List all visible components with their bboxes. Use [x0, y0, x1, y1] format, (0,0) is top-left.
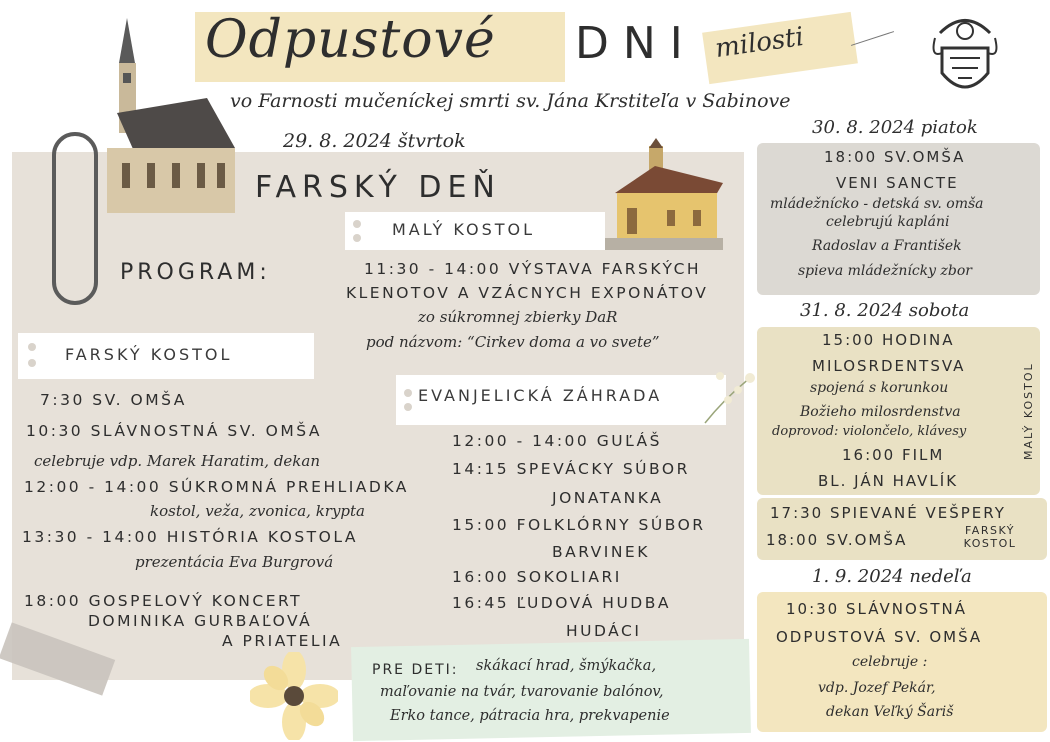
title-milosti: milosti [713, 21, 806, 65]
day3-item: doprovod: violončelo, klávesy [772, 424, 967, 439]
small-church-icon [605, 138, 723, 250]
farsky-kostol-label: FARSKÝ KOSTOL [65, 345, 233, 364]
day3-item: 15:00 HODINA [822, 331, 955, 349]
day2-item: Radoslav a František [812, 238, 962, 254]
farsky-kostol-item: A PRIATELIA [222, 632, 343, 650]
day3-item: spojená s korunkou [810, 380, 949, 396]
farsky-kostol-item: celebruje vdp. Marek Haratim, dekan [34, 452, 320, 470]
kids-label: PRE DETI: [372, 662, 459, 678]
kids-line: skákací hrad, šmýkačka, [476, 658, 657, 674]
day4-item: vdp. Jozef Pekár, [818, 680, 936, 696]
day2-item: 18:00 SV.OMŠA [824, 148, 966, 166]
parish-church-icon [97, 18, 237, 218]
flower-icon [250, 652, 338, 740]
farsky-kostol-item: kostol, veža, zvonica, krypta [150, 502, 365, 520]
day4-item: celebruje : [852, 654, 928, 670]
day2-item: VENI SANCTE [836, 174, 959, 192]
farsky-kostol-item: 13:30 - 14:00 HISTÓRIA KOSTOLA [22, 528, 358, 546]
day3-location-label: MALÝ KOSTOL [1022, 362, 1035, 460]
evanjelicka-label: EVANJELICKÁ ZÁHRADA [418, 386, 663, 405]
day3-evening-line: 18:00 SV.OMŠA [766, 531, 908, 549]
day3-item: MILOSRDENTSVA [812, 357, 966, 375]
day3-evening-line: 17:30 SPIEVANÉ VEŠPERY [770, 504, 1006, 522]
maly-kostol-item: KLENOTOV A VZÁCNYCH EXPONÁTOV [346, 284, 709, 302]
farsky-kostol-item: 7:30 SV. OMŠA [40, 391, 187, 409]
maly-kostol-label: MALÝ KOSTOL [392, 220, 536, 239]
maly-kostol-item: pod názvom: “Cirkev doma a vo svete” [366, 333, 660, 351]
farsky-kostol-item: 18:00 GOSPELOVÝ KONCERT [24, 592, 303, 610]
flower-sprig-icon [700, 368, 760, 428]
day2-item: celebrujú kapláni [826, 214, 950, 230]
day2-item: spieva mládežnícky zbor [798, 263, 972, 279]
evanjelicka-item: 16:45 ĽUDOVÁ HUDBA [452, 594, 671, 612]
day3-evening-place: FARSKÝ KOSTOL [963, 524, 1017, 550]
evanjelicka-item: 16:00 SOKOLIARI [452, 568, 622, 586]
maly-kostol-item: 11:30 - 14:00 VÝSTAVA FARSKÝCH [364, 260, 702, 278]
evanjelicka-item: 12:00 - 14:00 GUĽÁŠ [452, 432, 663, 450]
day3-item: Božieho milosrdenstva [800, 404, 961, 420]
day3-item: 16:00 FILM [842, 446, 945, 464]
day4-date: 1. 9. 2024 nedeľa [812, 566, 972, 587]
day4-item: ODPUSTOVÁ SV. OMŠA [776, 628, 983, 646]
day3-date: 31. 8. 2024 sobota [800, 300, 970, 321]
farsky-kostol-item: prezentácia Eva Burgrová [135, 553, 334, 571]
evanjelicka-item: 14:15 SPEVÁCKY SÚBOR [452, 460, 690, 478]
maly-kostol-item: zo súkromnej zbierky DaR [418, 308, 618, 326]
day2-item: mládežnícko - detská sv. omša [770, 196, 984, 212]
kids-line: maľovanie na tvár, tvarovanie balónov, [380, 684, 664, 700]
evanjelicka-item: JONATANKA [552, 489, 664, 507]
kids-line: Erko tance, pátracia hra, prekvapenie [390, 708, 670, 724]
farsky-kostol-item: 10:30 SLÁVNOSTNÁ SV. OMŠA [26, 422, 322, 440]
parish-emblem-icon [930, 13, 1000, 103]
program-label: PROGRAM: [120, 260, 271, 285]
day1-date: 29. 8. 2024 štvrtok [283, 130, 466, 152]
page-subtitle: vo Farnosti mučeníckej smrti sv. Jána Krstiteľa v Sabinove [230, 90, 791, 112]
title-dni: DNI [575, 18, 697, 69]
farsky-kostol-item: DOMINIKA GURBAĽOVÁ [88, 612, 313, 630]
paperclip-icon [52, 132, 98, 305]
day3-item: BL. JÁN HAVLÍK [818, 472, 959, 490]
day4-item: 10:30 SLÁVNOSTNÁ [786, 600, 967, 618]
decorative-line [851, 31, 894, 46]
day4-item: dekan Veľký Šariš [826, 704, 954, 720]
evanjelicka-item: HUDÁCI [566, 622, 642, 640]
page-title: Odpustové [205, 10, 496, 70]
farsky-kostol-item: 12:00 - 14:00 SÚKROMNÁ PREHLIADKA [24, 478, 409, 496]
day2-date: 30. 8. 2024 piatok [812, 117, 978, 138]
evanjelicka-item: 15:00 FOLKLÓRNY SÚBOR [452, 516, 706, 534]
day1-heading: FARSKÝ DEŇ [255, 170, 501, 205]
evanjelicka-item: BARVINEK [552, 543, 650, 561]
